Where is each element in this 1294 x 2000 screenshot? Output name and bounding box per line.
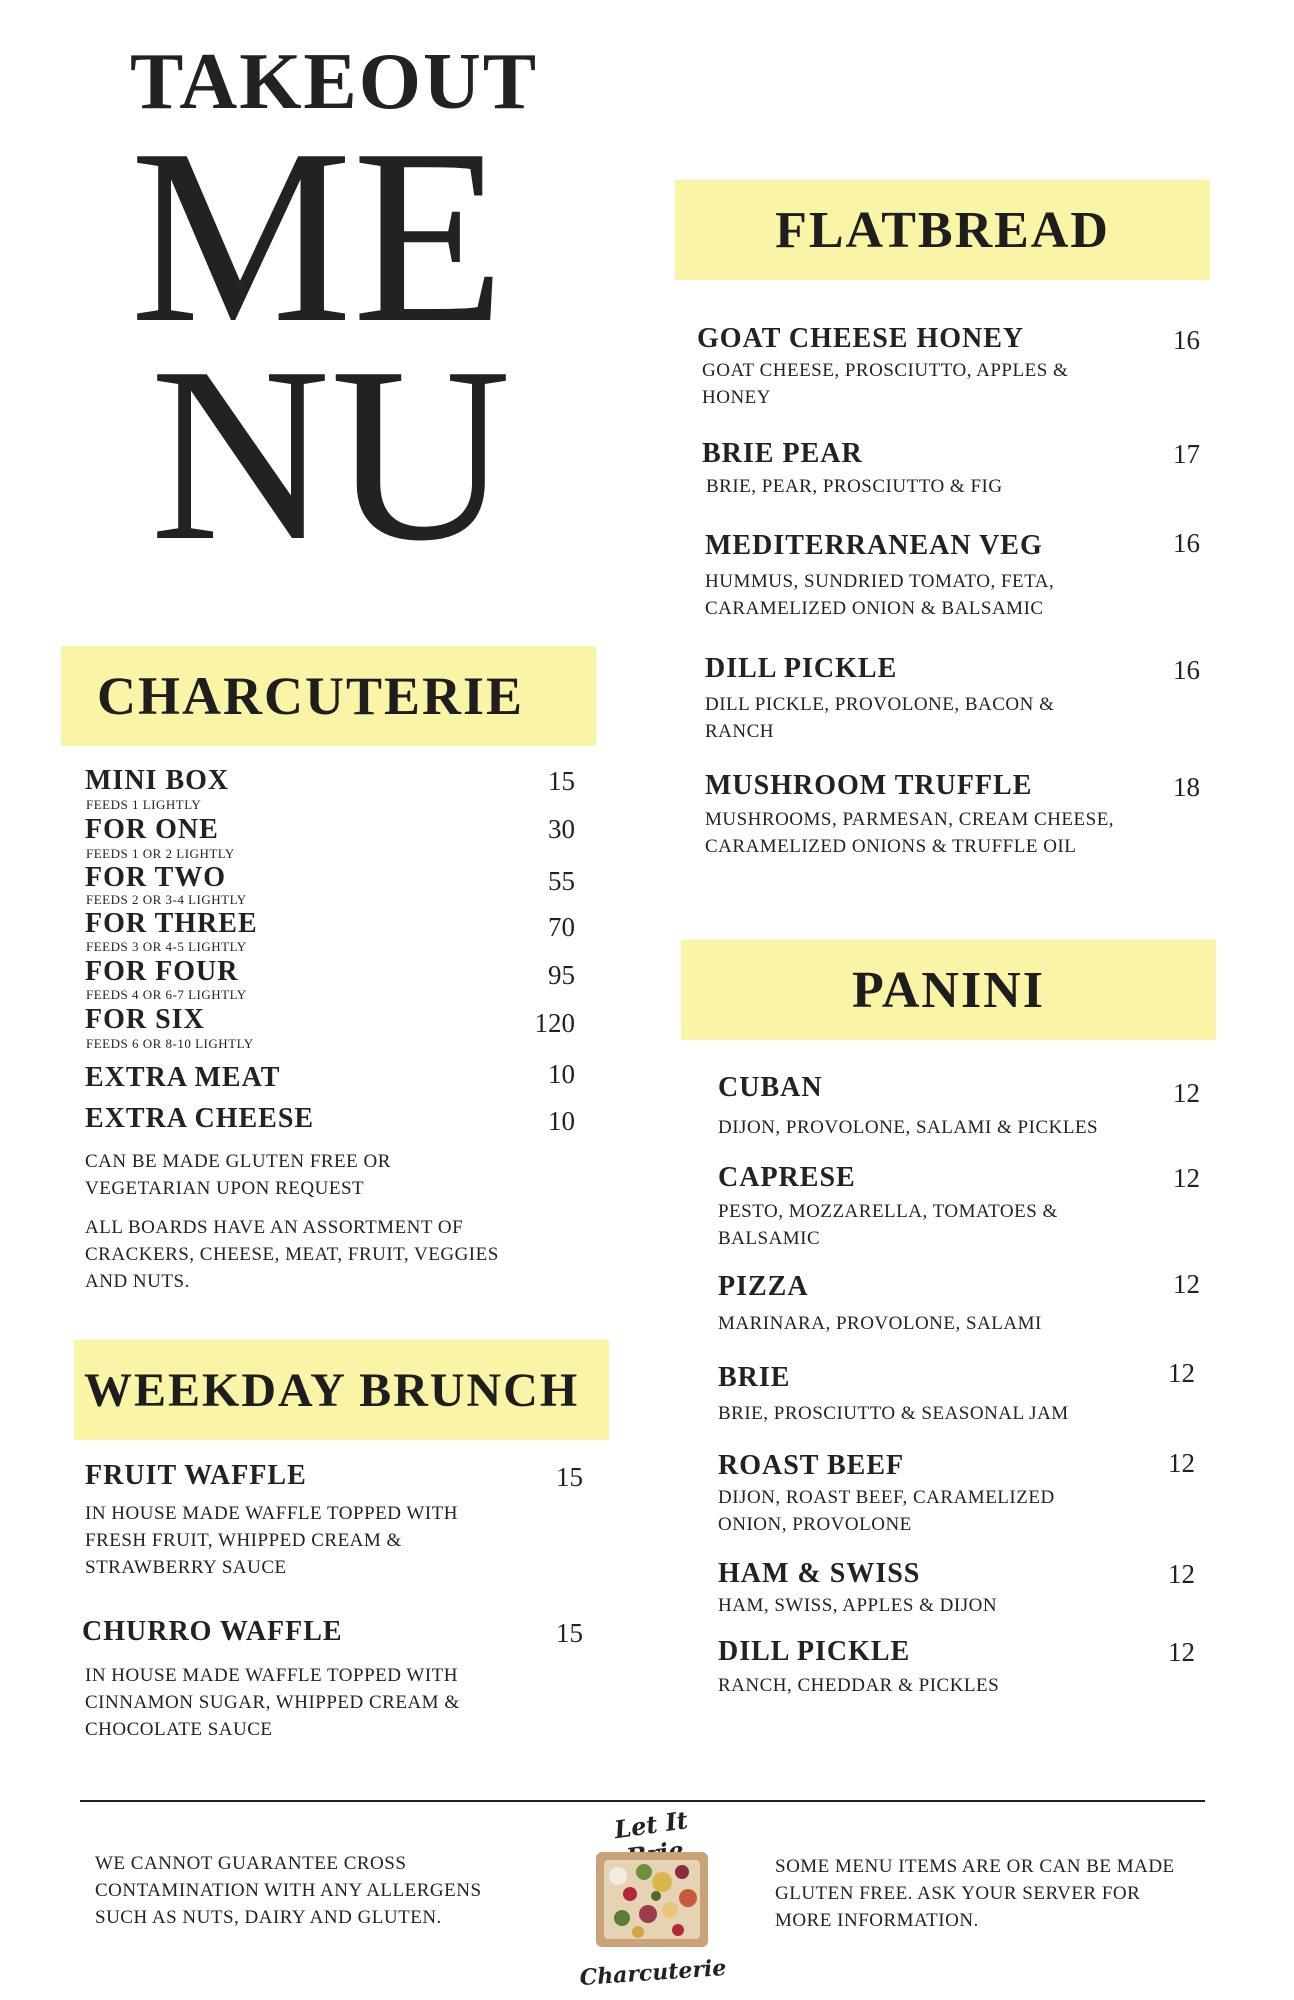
menu-item-name: EXTRA MEAT — [85, 1062, 281, 1093]
menu-item-description: DIJON, ROAST BEEF, CARAMELIZED — [718, 1487, 1055, 1508]
menu-item-description: ONION, PROVOLONE — [718, 1514, 912, 1535]
title-menu-line2: NU — [150, 316, 512, 593]
charcuterie-note: ALL BOARDS HAVE AN ASSORTMENT OF — [85, 1217, 464, 1238]
menu-item-description: GOAT CHEESE, PROSCIUTTO, APPLES & — [702, 360, 1069, 381]
allergen-disclaimer-line: WE CANNOT GUARANTEE CROSS — [95, 1853, 407, 1874]
charcuterie-note: CAN BE MADE GLUTEN FREE OR — [85, 1151, 391, 1172]
menu-item-name: BRIE — [718, 1362, 791, 1393]
gluten-free-note — [775, 1853, 1215, 1934]
menu-item-description: PESTO, MOZZARELLA, TOMATOES & — [718, 1201, 1058, 1222]
menu-item-name: FOR TWO — [85, 862, 227, 893]
menu-item-price: 120 — [534, 1008, 575, 1038]
menu-item-price: 10 — [548, 1059, 575, 1089]
menu-item-serving: FEEDS 1 OR 2 LIGHTLY — [86, 846, 235, 861]
charcuterie-heading: CHARCUTERIE — [61, 646, 596, 746]
menu-item-description: BALSAMIC — [718, 1228, 821, 1249]
footer-divider — [80, 1800, 1205, 1802]
menu-item-name: FRUIT WAFFLE — [85, 1460, 307, 1491]
menu-item-name: BRIE PEAR — [702, 438, 863, 469]
gluten-free-note-line: GLUTEN FREE. ASK YOUR SERVER FOR — [775, 1883, 1141, 1904]
menu-item-price: 12 — [1168, 1637, 1195, 1667]
menu-item-price: 55 — [548, 866, 575, 896]
menu-item-name: FOR ONE — [85, 814, 219, 845]
menu-item-description: HONEY — [702, 387, 771, 408]
menu-item-description: FRESH FRUIT, WHIPPED CREAM & — [85, 1530, 402, 1551]
menu-item-description: RANCH — [705, 721, 775, 742]
menu-item-name: MEDITERRANEAN VEG — [705, 530, 1043, 561]
menu-item-price: 15 — [556, 1462, 583, 1492]
menu-item-serving: FEEDS 2 OR 3-4 LIGHTLY — [86, 892, 247, 907]
brunch-heading: WEEKDAY BRUNCH — [74, 1340, 609, 1440]
menu-item-price: 12 — [1168, 1559, 1195, 1589]
menu-item-price: 15 — [548, 766, 575, 796]
menu-item-name: CAPRESE — [718, 1162, 856, 1193]
menu-item-description: CARAMELIZED ONION & BALSAMIC — [705, 598, 1044, 619]
logo-wordmark-top: Let It — [612, 1805, 690, 1845]
menu-item-description: BRIE, PEAR, PROSCIUTTO & FIG — [706, 476, 1003, 497]
menu-item-price: 16 — [1173, 325, 1200, 355]
menu-item-description: STRAWBERRY SAUCE — [85, 1557, 287, 1578]
menu-item-description: DIJON, PROVOLONE, SALAMI & PICKLES — [718, 1117, 1099, 1138]
menu-item-name: HAM & SWISS — [718, 1558, 921, 1589]
menu-item-name: MUSHROOM TRUFFLE — [705, 770, 1033, 801]
menu-item-serving: FEEDS 6 OR 8-10 LIGHTLY — [86, 1036, 254, 1051]
menu-item-price: 17 — [1173, 439, 1200, 469]
allergen-disclaimer — [95, 1850, 535, 1931]
menu-item-name: DILL PICKLE — [705, 653, 898, 684]
menu-item-description: CINNAMON SUGAR, WHIPPED CREAM & — [85, 1692, 460, 1713]
flatbread-heading: FLATBREAD — [675, 180, 1210, 280]
menu-item-name: FOR FOUR — [85, 956, 239, 987]
menu-item-price: 30 — [548, 814, 575, 844]
allergen-disclaimer-line: CONTAMINATION WITH ANY ALLERGENS — [95, 1880, 482, 1901]
menu-item-description: HAM, SWISS, APPLES & DIJON — [718, 1595, 998, 1616]
menu-item-price: 12 — [1173, 1163, 1200, 1193]
menu-item-description: IN HOUSE MADE WAFFLE TOPPED WITH — [85, 1665, 458, 1686]
menu-item-price: 16 — [1173, 655, 1200, 685]
menu-item-description: BRIE, PROSCIUTTO & SEASONAL JAM — [718, 1403, 1069, 1424]
menu-item-serving: FEEDS 3 OR 4-5 LIGHTLY — [86, 939, 247, 954]
menu-item-name: MINI BOX — [85, 765, 230, 796]
menu-item-name: EXTRA CHEESE — [85, 1103, 315, 1134]
menu-item-price: 18 — [1173, 772, 1200, 802]
charcuterie-note: VEGETARIAN UPON REQUEST — [85, 1178, 365, 1199]
menu-item-price: 12 — [1173, 1078, 1200, 1108]
menu-item-name: FOR SIX — [85, 1004, 205, 1035]
menu-item-description: CARAMELIZED ONIONS & TRUFFLE OIL — [705, 836, 1077, 857]
menu-item-price: 16 — [1173, 528, 1200, 558]
menu-item-price: 12 — [1173, 1269, 1200, 1299]
menu-item-description: CHOCOLATE SAUCE — [85, 1719, 273, 1740]
title-takeout: TAKEOUT — [130, 38, 539, 126]
menu-item-name: DILL PICKLE — [718, 1636, 911, 1667]
menu-item-description: RANCH, CHEDDAR & PICKLES — [718, 1675, 1000, 1696]
panini-heading: PANINI — [681, 940, 1216, 1040]
charcuterie-note: AND NUTS. — [85, 1271, 190, 1292]
charcuterie-note: CRACKERS, CHEESE, MEAT, FRUIT, VEGGIES — [85, 1244, 499, 1265]
menu-item-serving: FEEDS 4 OR 6-7 LIGHTLY — [86, 987, 247, 1002]
menu-item-name: PIZZA — [718, 1271, 809, 1302]
menu-item-price: 10 — [548, 1106, 575, 1136]
menu-item-name: CHURRO WAFFLE — [82, 1616, 343, 1647]
menu-item-description: HUMMUS, SUNDRIED TOMATO, FETA, — [705, 571, 1055, 592]
logo-wordmark-bottom: Charcuterie — [578, 1954, 728, 1992]
menu-item-name: CUBAN — [718, 1072, 823, 1103]
allergen-disclaimer-line: SUCH AS NUTS, DAIRY AND GLUTEN. — [95, 1907, 442, 1928]
menu-item-description: MUSHROOMS, PARMESAN, CREAM CHEESE, — [705, 809, 1115, 830]
gluten-free-note-line: MORE INFORMATION. — [775, 1910, 979, 1931]
menu-item-price: 12 — [1168, 1448, 1195, 1478]
menu-item-description: IN HOUSE MADE WAFFLE TOPPED WITH — [85, 1503, 458, 1524]
menu-item-description: DILL PICKLE, PROVOLONE, BACON & — [705, 694, 1055, 715]
menu-item-price: 70 — [548, 912, 575, 942]
menu-item-description: MARINARA, PROVOLONE, SALAMI — [718, 1313, 1042, 1334]
menu-item-name: ROAST BEEF — [718, 1450, 905, 1481]
brand-logo — [578, 1805, 728, 1995]
menu-item-price: 15 — [556, 1618, 583, 1648]
menu-item-price: 12 — [1168, 1358, 1195, 1388]
menu-item-name: GOAT CHEESE HONEY — [697, 323, 1025, 354]
title-menu-line1: ME — [130, 98, 505, 375]
gluten-free-note-line: SOME MENU ITEMS ARE OR CAN BE MADE — [775, 1856, 1175, 1877]
menu-item-price: 95 — [548, 960, 575, 990]
menu-item-serving: FEEDS 1 LIGHTLY — [86, 797, 202, 812]
menu-item-name: FOR THREE — [85, 908, 258, 939]
